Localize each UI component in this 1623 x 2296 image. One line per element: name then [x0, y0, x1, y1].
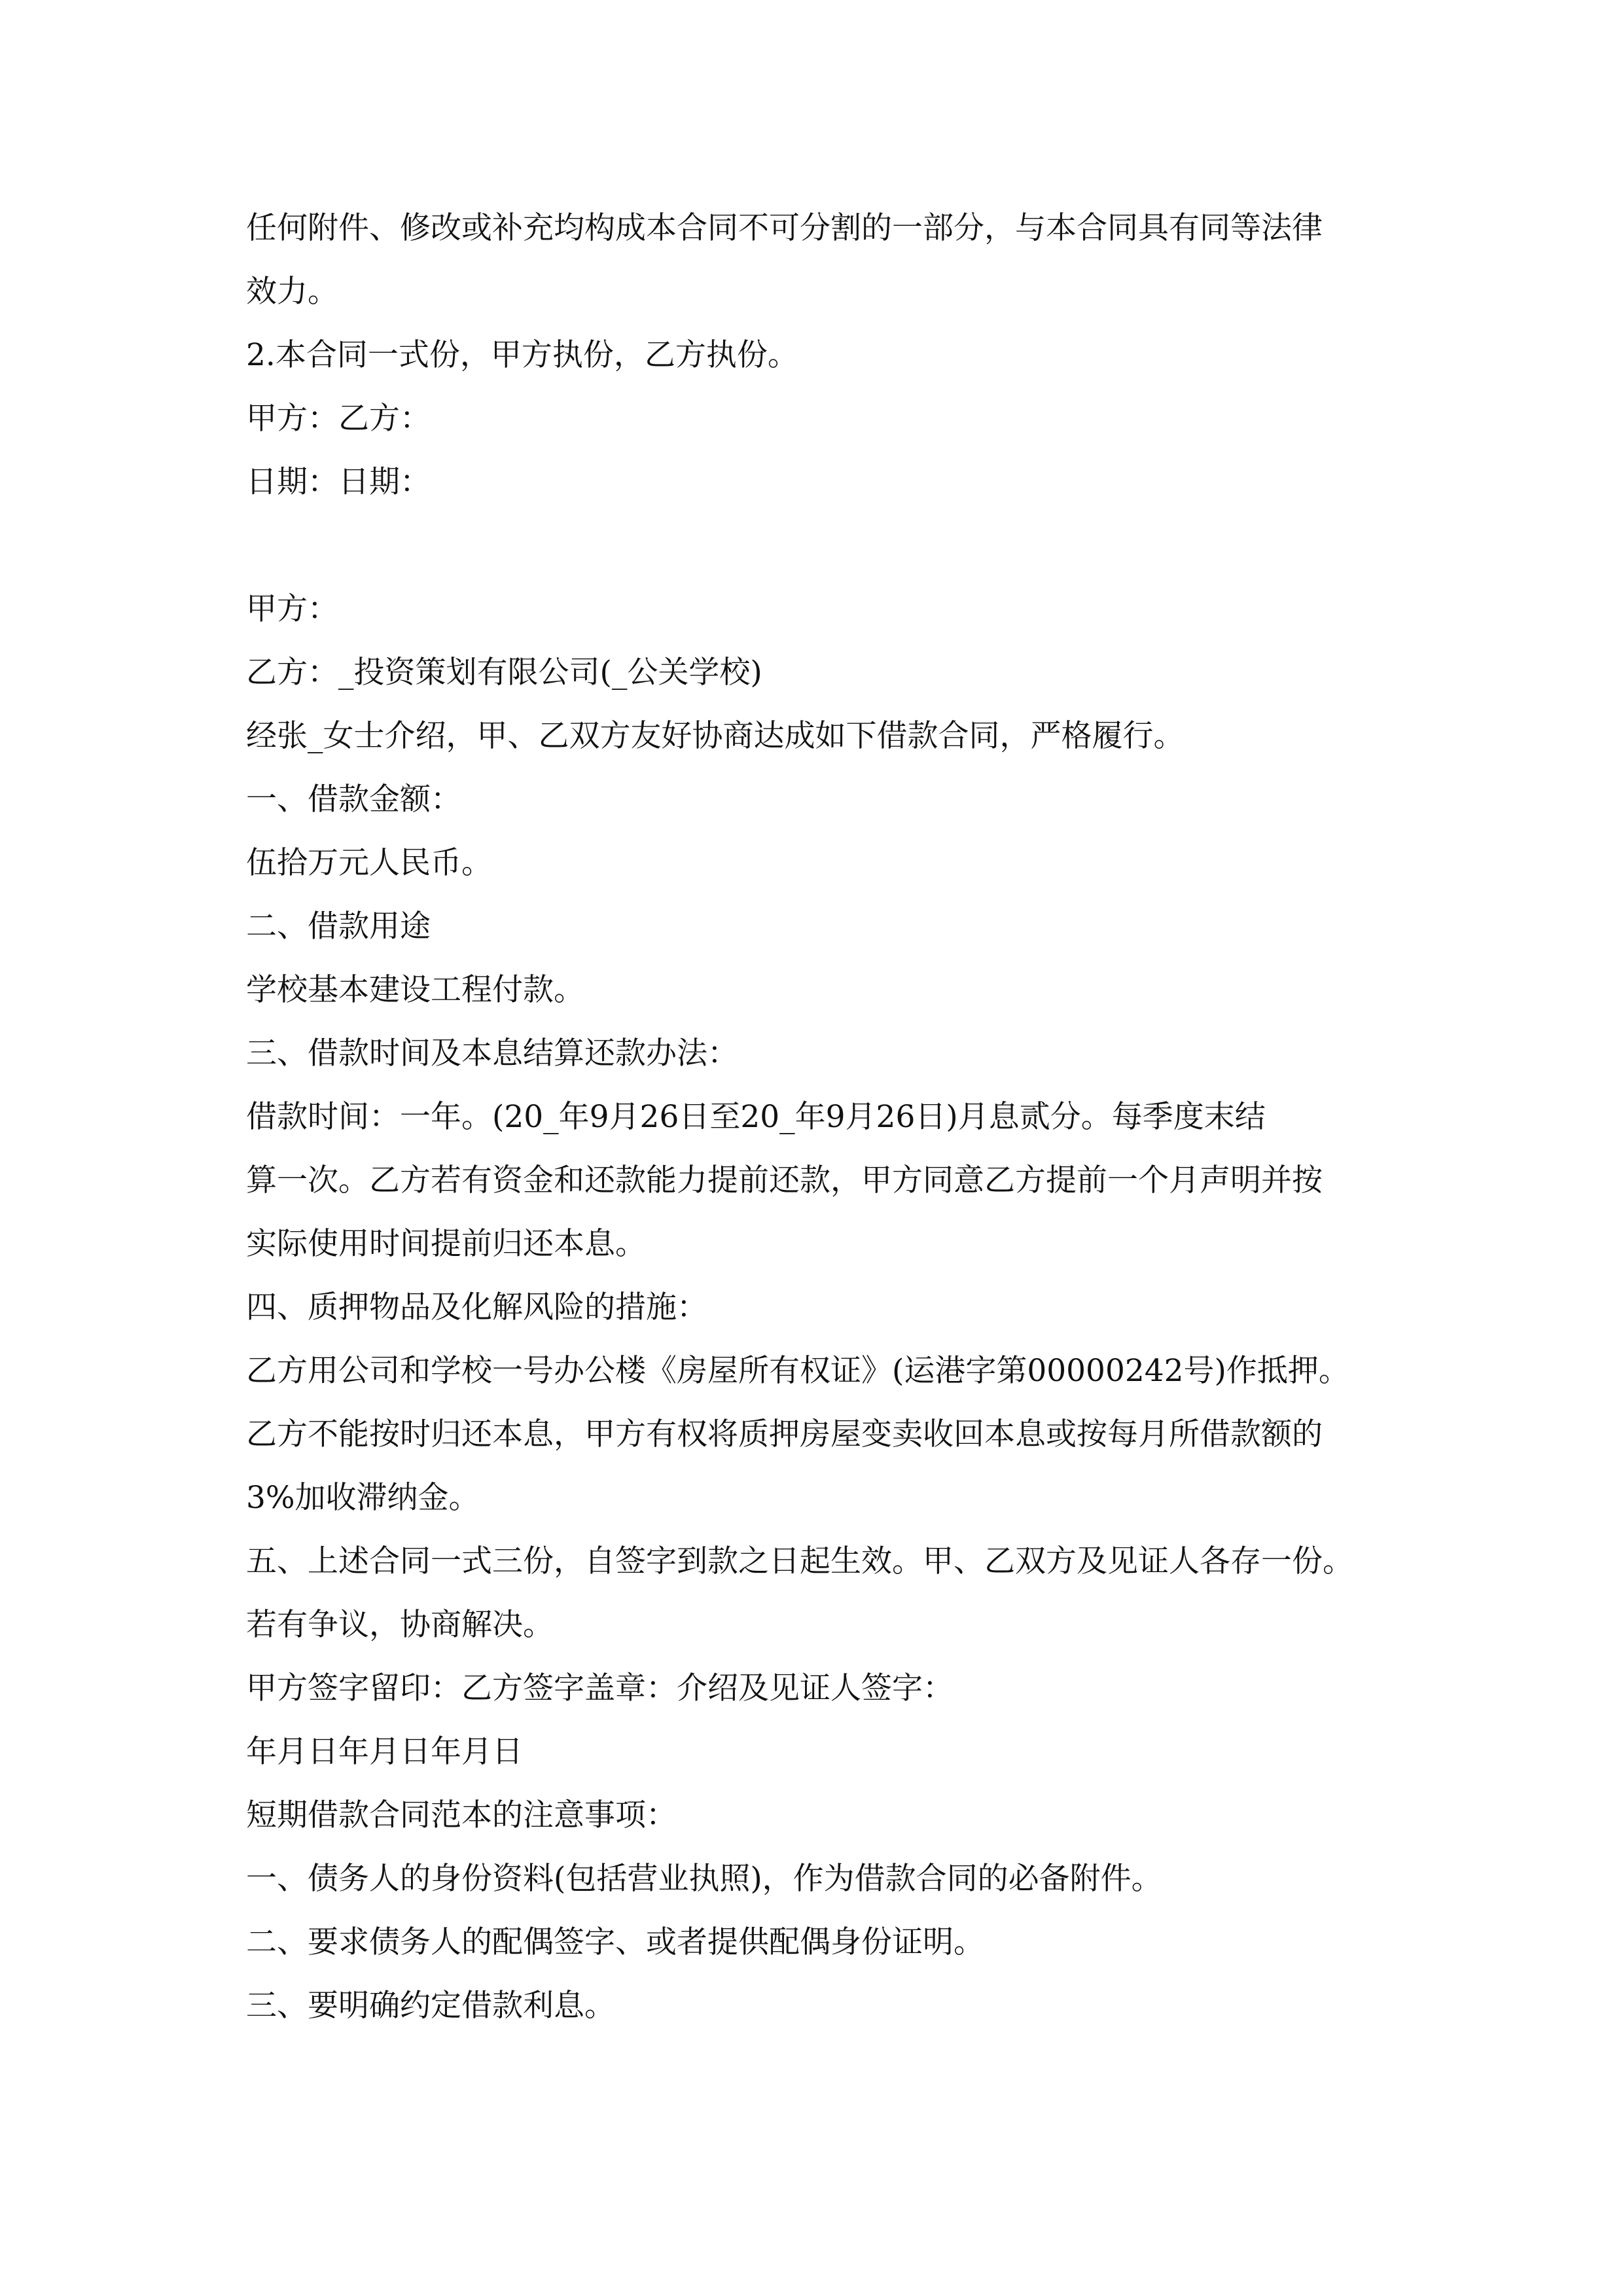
text-line: 若有争议，协商解决。	[246, 1607, 554, 1643]
document-body	[246, 196, 1391, 2037]
text-line: 乙方不能按时归还本息，甲方有权将质押房屋变卖收回本息或按每月所借款额的	[246, 1416, 1323, 1452]
party-a-line: 甲方：	[246, 591, 338, 627]
text-line: 伍拾万元人民币。	[246, 845, 492, 881]
text-line: 效力。	[246, 274, 338, 310]
text-line: 2.本合同一式份，甲方执份，乙方执份。	[246, 337, 798, 373]
section-heading: 五、上述合同一式三份，自签字到款之日起生效。甲、乙双方及见证人各存一份。	[246, 1543, 1353, 1579]
section-heading: 一、借款金额：	[246, 781, 461, 817]
date-line: 日期：日期：	[246, 464, 431, 500]
signature-parties-line: 甲方：乙方：	[246, 401, 431, 437]
text-line: 学校基本建设工程付款。	[246, 972, 584, 1008]
section-heading: 二、借款用途	[246, 908, 431, 944]
text-line: 任何附件、修改或补充均构成本合同不可分割的一部分，与本合同具有同等法律	[246, 210, 1323, 246]
date-line: 年月日年月日年月日	[246, 1734, 523, 1770]
text-line: 算一次。乙方若有资金和还款能力提前还款，甲方同意乙方提前一个月声明并按	[246, 1162, 1323, 1198]
party-b-line: 乙方：_投资策划有限公司(_公关学校)	[246, 655, 762, 691]
text-line: 乙方用公司和学校一号办公楼《房屋所有权证》(运港字第00000242号)作抵押。	[246, 1353, 1349, 1389]
note-item: 一、债务人的身份资料(包括营业执照)，作为借款合同的必备附件。	[246, 1861, 1162, 1897]
notes-heading: 短期借款合同范本的注意事项：	[246, 1797, 677, 1833]
text-line: 借款时间：一年。(20_年9月26日至20_年9月26日)月息贰分。每季度末结	[246, 1099, 1266, 1135]
section-heading: 三、借款时间及本息结算还款办法：	[246, 1035, 738, 1071]
note-item: 二、要求债务人的配偶签字、或者提供配偶身份证明。	[246, 1924, 984, 1960]
section-heading: 四、质押物品及化解风险的措施：	[246, 1289, 707, 1325]
signature-line: 甲方签字留印：乙方签字盖章：介绍及见证人签字：	[246, 1670, 954, 1706]
paragraph-gap	[246, 514, 1391, 577]
text-line: 3%加收滞纳金。	[246, 1480, 480, 1516]
text-line: 实际使用时间提前归还本息。	[246, 1226, 646, 1262]
text-line: 经张_女士介绍，甲、乙双方友好协商达成如下借款合同，严格履行。	[246, 718, 1185, 754]
note-item: 三、要明确约定借款利息。	[246, 1988, 615, 2024]
